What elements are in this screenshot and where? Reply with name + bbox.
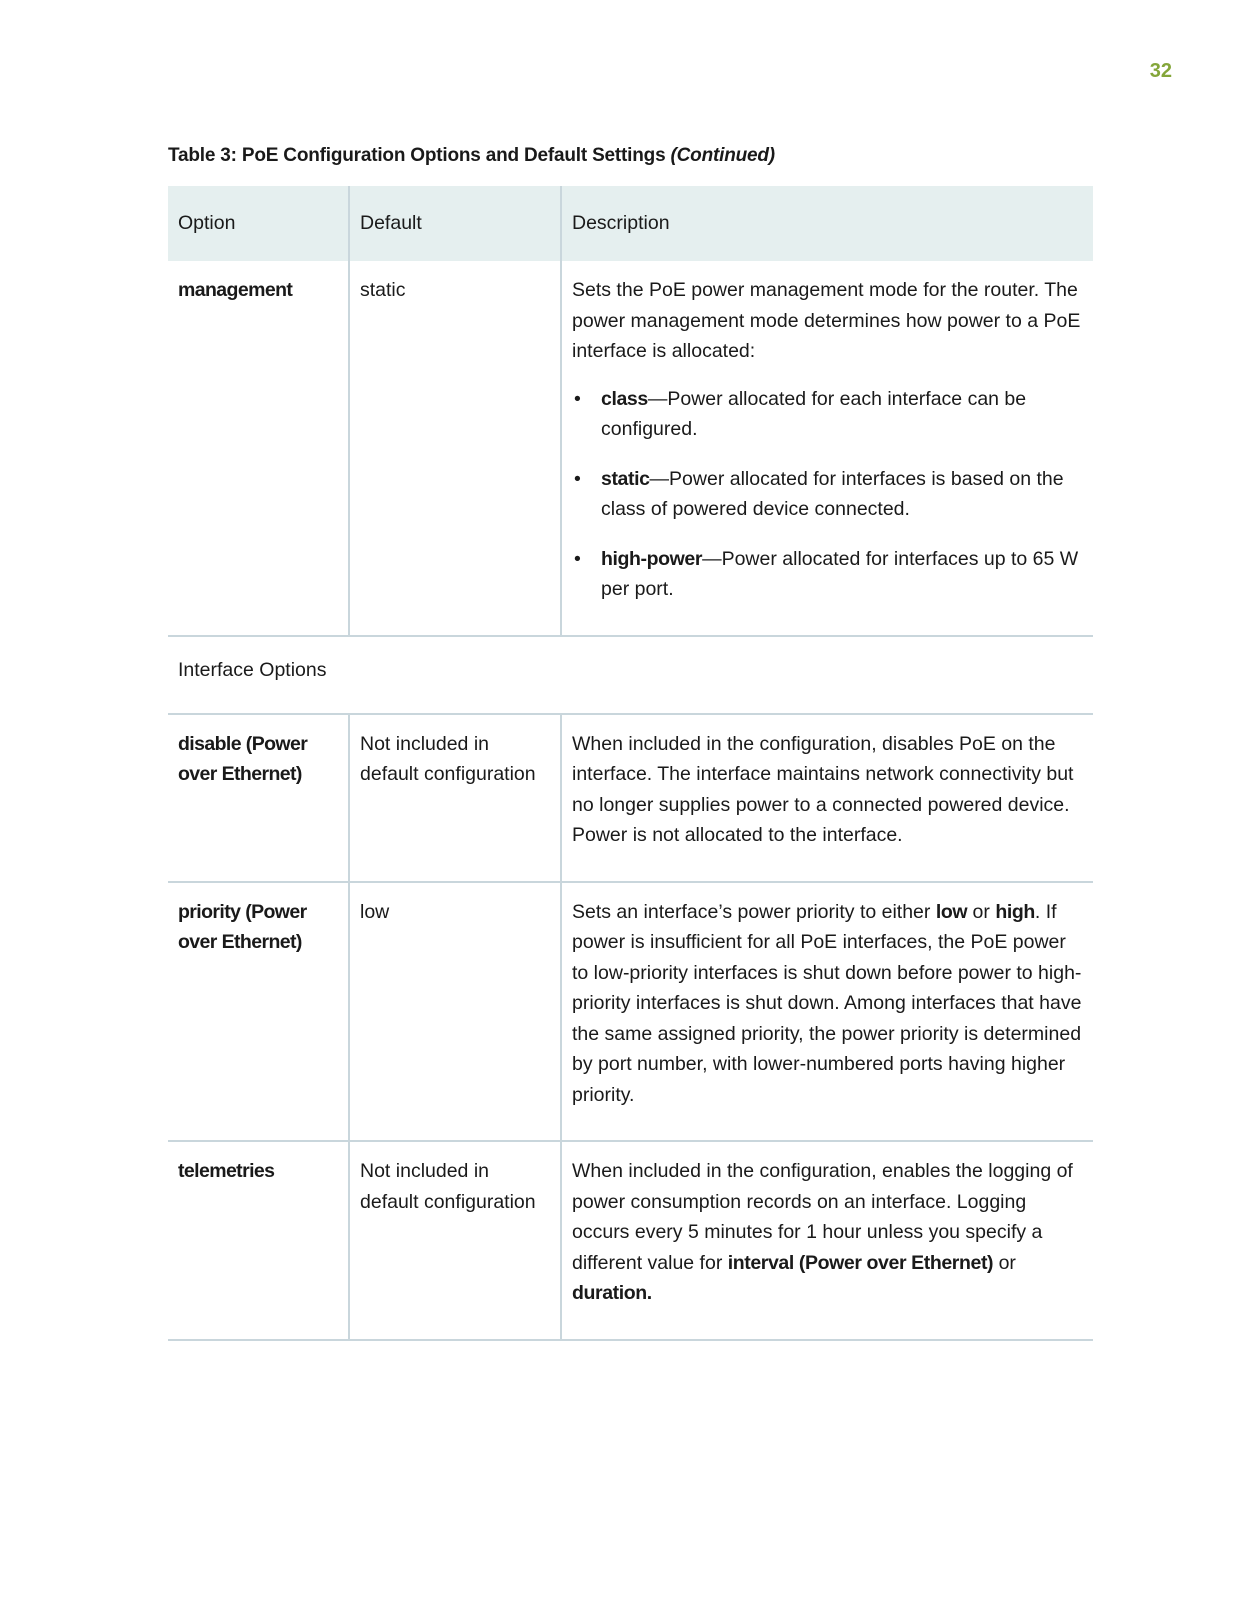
mode-text: —Power allocated for interfaces is based on the class of powered device connected. [601, 467, 1064, 520]
header-description: Description [561, 186, 1093, 261]
option-name: priority (Power over Ethernet) [178, 900, 307, 953]
table-title [168, 145, 775, 167]
table-row-management [168, 261, 1093, 636]
option-name: disable (Power over Ethernet) [178, 732, 308, 785]
description-part: . If power is insufficient for all PoE interfaces, the PoE power to low-priority interfaces is shut down before power to high-priority interfaces is shut down. Among interfaces that have the same assigned priority, the power priority is determined by port number, with lower-numbered ports having higher priority. [572, 900, 1082, 1106]
keyword-low: low [935, 900, 968, 923]
default-value: low [360, 900, 390, 923]
list-item [572, 464, 1083, 525]
description-text: When included in the configuration, disables PoE on the interface. The interface maintains network connectivity but no longer supplies power to a connected powered device. Power is not allocated to the interface. [572, 732, 1074, 846]
bullet-icon: • [574, 547, 581, 570]
description-text [561, 882, 1093, 1142]
list-item [572, 384, 1083, 445]
table-header-row [168, 186, 1093, 261]
mode-term: class [601, 387, 648, 410]
mode-term: static [601, 467, 650, 490]
management-modes-list [572, 384, 1083, 605]
header-option: Option [168, 186, 349, 261]
poe-options-table [168, 186, 1093, 1341]
table-section-row [168, 636, 1093, 714]
header-default: Default [349, 186, 561, 261]
default-value: Not included in default configuration [360, 1160, 536, 1213]
keyword-duration: duration. [572, 1282, 652, 1304]
mode-text: —Power allocated for interfaces up to 65 W per port. [601, 547, 1079, 600]
table-row-disable [168, 714, 1093, 882]
mode-term: high-power [601, 547, 703, 570]
description-part: or [967, 900, 996, 923]
description-text [561, 1141, 1093, 1340]
bullet-icon: • [574, 387, 581, 410]
description-text: Sets the PoE power management mode for the router. The power management mode determines how power to a PoE interface is allocated: [572, 279, 1081, 362]
keyword-high: high [995, 900, 1035, 923]
page-number: 32 [1149, 60, 1172, 82]
table-title-main: Table 3: PoE Configuration Options and Default Settings [168, 145, 666, 166]
description-part: Sets an interface’s power priority to either [572, 900, 936, 923]
section-label: Interface Options [168, 636, 1093, 714]
list-item [572, 544, 1083, 605]
mode-text: —Power allocated for each interface can be configured. [601, 387, 1027, 440]
table-title-continued: (Continued) [670, 145, 775, 166]
default-value: Not included in default configuration [360, 732, 536, 785]
table-row-priority [168, 882, 1093, 1142]
keyword-interval: interval (Power over Ethernet) [727, 1251, 994, 1274]
option-name: telemetries [178, 1160, 275, 1182]
default-value: static [360, 279, 406, 301]
bullet-icon: • [574, 467, 581, 490]
description-part: or [993, 1251, 1016, 1274]
description-part: When included in the configuration, enables the logging of power consumption records on an interface. Logging occurs every 5 minutes for 1 hour unless you specify a different value for [572, 1160, 1073, 1274]
option-name: management [178, 279, 293, 301]
table-row-telemetries [168, 1141, 1093, 1340]
